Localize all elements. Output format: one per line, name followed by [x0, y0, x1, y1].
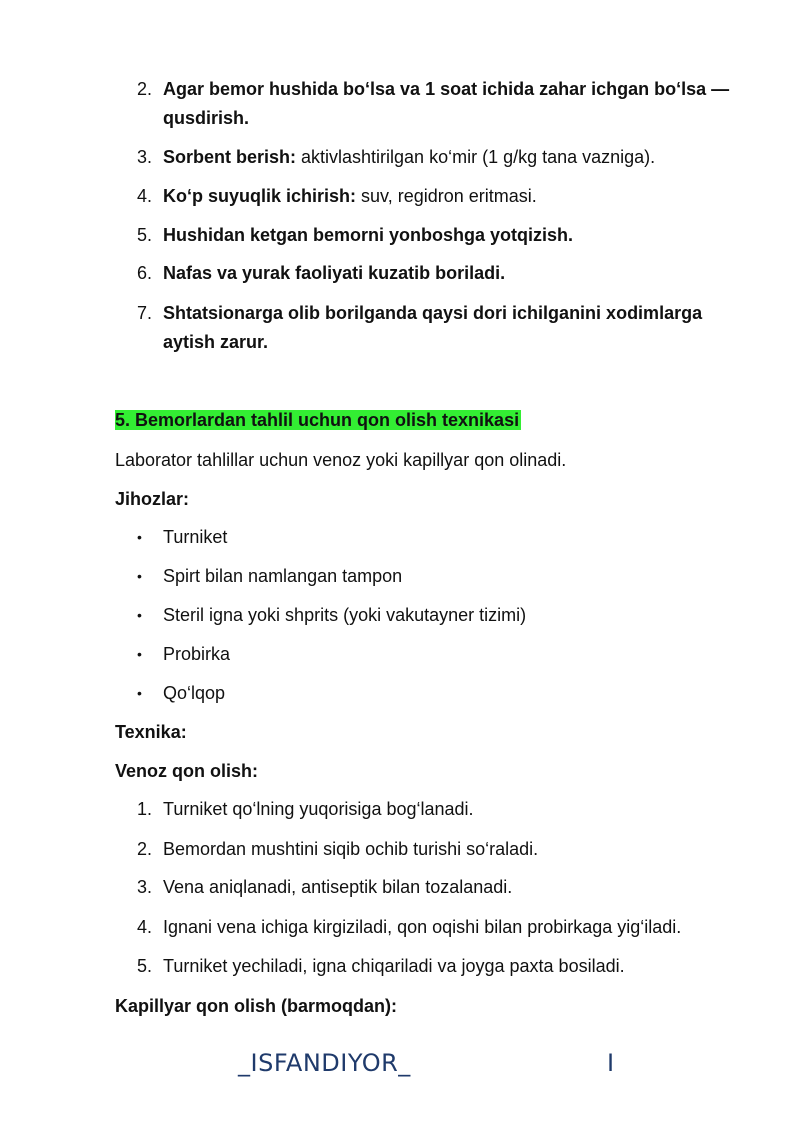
- bullet-text: Spirt bilan namlangan tampon: [163, 566, 403, 586]
- step-text: Vena aniqlanadi, antiseptik bilan tozalanadi.: [163, 877, 513, 897]
- footer-author: _ISFANDIYOR_: [238, 1049, 411, 1077]
- list-bold-text: Agar bemor hushida bo‘lsa va 1 soat ichida zahar ichgan bo‘lsa — qusdirish.: [163, 79, 730, 128]
- step-number: 5.: [137, 956, 153, 976]
- list-bold-text: Hushidan ketgan bemorni yonboshga yotqizish.: [163, 225, 574, 245]
- list-item: [137, 75, 737, 133]
- bullet-item: [137, 602, 526, 628]
- section-heading: [115, 407, 521, 433]
- list-number: 6.: [137, 263, 153, 283]
- intro-paragraph: Laborator tahlillar uchun venoz yoki kapillyar qon olinadi.: [115, 450, 567, 470]
- equipment-heading: Jihozlar:: [115, 489, 190, 509]
- bullet-item: [137, 680, 225, 706]
- list-item: [137, 143, 737, 172]
- step-number: 1.: [137, 799, 153, 819]
- list-bold-text: Sorbent berish:: [163, 147, 297, 167]
- bullet-text: Probirka: [163, 644, 231, 664]
- bullet-icon: •: [137, 646, 142, 662]
- list-text: aktivlashtirilgan ko‘mir (1 g/kg tana vazniga).: [296, 147, 656, 167]
- list-number: 5.: [137, 225, 153, 245]
- step-text: Turniket qo‘lning yuqorisiga bog‘lanadi.: [163, 799, 474, 819]
- bullet-icon: •: [137, 568, 142, 584]
- bullet-icon: •: [137, 529, 142, 545]
- list-number: 2.: [137, 79, 153, 99]
- bullet-item: [137, 563, 402, 589]
- highlighted-heading: 5. Bemorlardan tahlil uchun qon olish texnikasi: [115, 410, 520, 430]
- bullet-text: Qo‘lqop: [163, 683, 226, 703]
- step-text: Ignani vena ichiga kirgiziladi, qon oqishi bilan probirkaga yig‘iladi.: [163, 917, 682, 937]
- step-text: Turniket yechiladi, igna chiqariladi va joyga paxta bosiladi.: [163, 956, 625, 976]
- list-bold-text: Ko‘p suyuqlik ichirish:: [163, 186, 357, 206]
- list-item: [137, 299, 737, 357]
- list-item: [137, 221, 737, 250]
- bullet-text: Turniket: [163, 527, 228, 547]
- list-number: 7.: [137, 303, 153, 323]
- step-item: [137, 835, 737, 864]
- bullet-text: Steril igna yoki shprits (yoki vakutayner tizimi): [163, 605, 527, 625]
- venous-heading: Venoz qon olish:: [115, 761, 258, 781]
- list-text: suv, regidron eritmasi.: [356, 186, 537, 206]
- list-number: 4.: [137, 186, 153, 206]
- step-number: 2.: [137, 839, 153, 859]
- step-number: 4.: [137, 917, 153, 937]
- footer-page-number: I: [607, 1049, 615, 1077]
- list-bold-text: Shtatsionarga olib borilganda qaysi dori ichilganini xodimlarga aytish zarur.: [163, 303, 703, 352]
- step-item: [137, 795, 737, 824]
- technique-heading: Texnika:: [115, 722, 187, 742]
- step-text: Bemordan mushtini siqib ochib turishi so‘raladi.: [163, 839, 539, 859]
- step-number: 3.: [137, 877, 153, 897]
- bullet-icon: •: [137, 685, 142, 701]
- bullet-icon: •: [137, 607, 142, 623]
- list-number: 3.: [137, 147, 153, 167]
- bullet-item: [137, 641, 230, 667]
- bullet-item: [137, 524, 227, 550]
- list-item: [137, 259, 737, 288]
- step-item: [137, 873, 737, 902]
- capillary-heading: Kapillyar qon olish (barmoqdan):: [115, 996, 398, 1016]
- step-item: [137, 952, 737, 981]
- list-bold-text: Nafas va yurak faoliyati kuzatib boriladi.: [163, 263, 506, 283]
- list-item: [137, 182, 737, 211]
- step-item: [137, 913, 777, 942]
